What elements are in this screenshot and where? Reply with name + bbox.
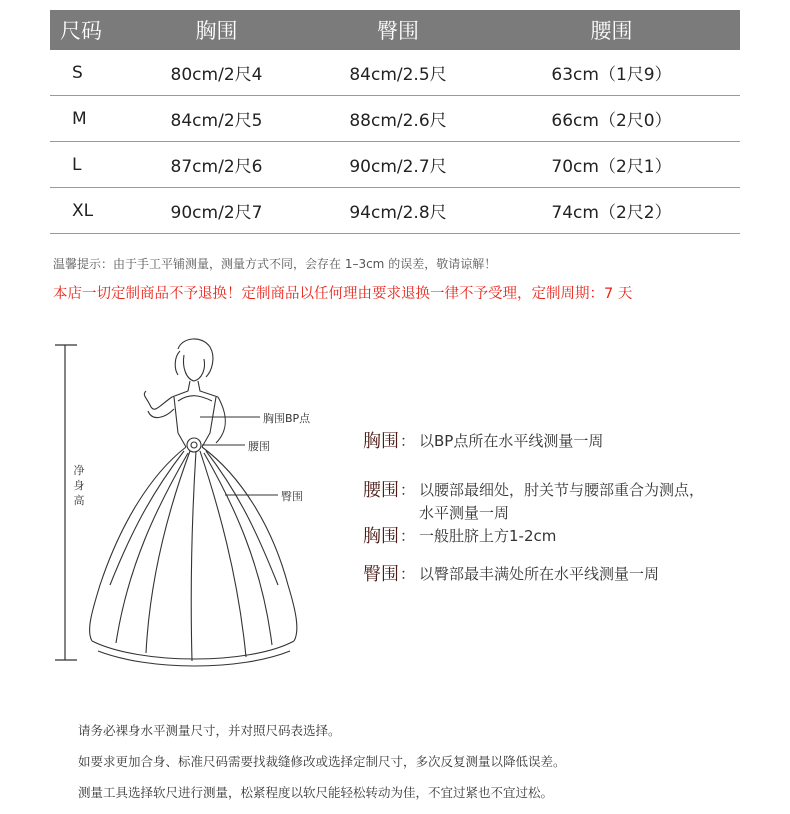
definition-term: 臀围: [363, 564, 399, 585]
waist-cell: 66cm（2尺0）: [551, 111, 672, 131]
measurement-tip: 温馨提示：由于手工平铺测量，测量方式不同，会存在 1–3cm 的误差，敬请谅解！: [53, 257, 497, 271]
return-policy-warning: 本店一切定制商品不予退换！定制商品以任何理由要求退换一律不予受理，定制周期：7 天: [53, 286, 633, 302]
definition-desc: 以臀部最丰满处所在水平线测量一周: [419, 565, 660, 583]
definition-desc: 一般肚脐上方1-2cm: [419, 527, 557, 545]
header-waist: 腰围: [590, 19, 633, 43]
waist-cell: 74cm（2尺2）: [551, 203, 672, 223]
bust-cell: 87cm/2尺6: [170, 157, 263, 177]
hip-cell: 90cm/2.7尺: [349, 157, 447, 177]
waist-cell: 70cm（2尺1）: [551, 157, 672, 177]
height-label: 净身高: [73, 464, 85, 507]
bust-point-label: 胸围BP点: [263, 412, 311, 425]
hip-label: 臀围: [281, 490, 303, 503]
size-table: [50, 10, 740, 234]
definition-hip: [363, 563, 709, 586]
definition-colon: ：: [400, 565, 416, 583]
header-bust: 胸围: [195, 19, 238, 43]
definition-bust: [363, 430, 709, 453]
dress-measurement-figure: [50, 335, 350, 675]
definition-colon: ：: [400, 432, 416, 450]
dress-outline: [90, 339, 297, 666]
hip-cell: 88cm/2.6尺: [349, 111, 447, 131]
hip-cell: 84cm/2.5尺: [349, 65, 447, 85]
definition-desc: 以BP点所在水平线测量一周: [419, 432, 604, 450]
definition-bust-2: [363, 525, 709, 548]
note-line: 如要求更加合身、标准尺码需要找裁缝修改或选择定制尺寸，多次反复测量以降低误差。: [78, 754, 566, 769]
header-size: 尺码: [60, 19, 102, 43]
size-cell: S: [72, 62, 83, 83]
bust-cell: 90cm/2尺7: [170, 203, 263, 223]
table-row: [50, 188, 740, 234]
size-cell: L: [72, 154, 82, 175]
table-row: [50, 142, 740, 188]
dress-illustration: [50, 335, 350, 675]
definition-desc: 以腰部最细处，肘关节与腰部重合为测点，水平测量一周: [419, 481, 705, 522]
bust-cell: 84cm/2尺5: [170, 111, 263, 131]
note-line: 请务必裸身水平测量尺寸，并对照尺码表选择。: [78, 723, 341, 738]
definition-colon: ：: [400, 527, 416, 545]
size-cell: M: [72, 108, 87, 129]
size-cell: XL: [72, 200, 94, 221]
definition-waist: [363, 479, 709, 525]
header-hip: 臀围: [377, 19, 419, 43]
bust-cell: 80cm/2尺4: [170, 65, 263, 85]
definition-term: 胸围: [363, 526, 399, 547]
definition-term: 腰围: [363, 480, 399, 501]
note-line: 测量工具选择软尺进行测量，松紧程度以软尺能轻松转动为佳，不宜过紧也不宜过松。: [78, 785, 554, 800]
table-header: [50, 10, 740, 50]
table-row: [50, 96, 740, 142]
definition-term: 胸围: [363, 431, 399, 452]
definition-colon: ：: [400, 481, 416, 499]
hip-cell: 94cm/2.8尺: [349, 203, 447, 223]
table-row: [50, 50, 740, 96]
waist-cell: 63cm（1尺9）: [551, 65, 672, 85]
waist-label: 腰围: [248, 440, 270, 453]
